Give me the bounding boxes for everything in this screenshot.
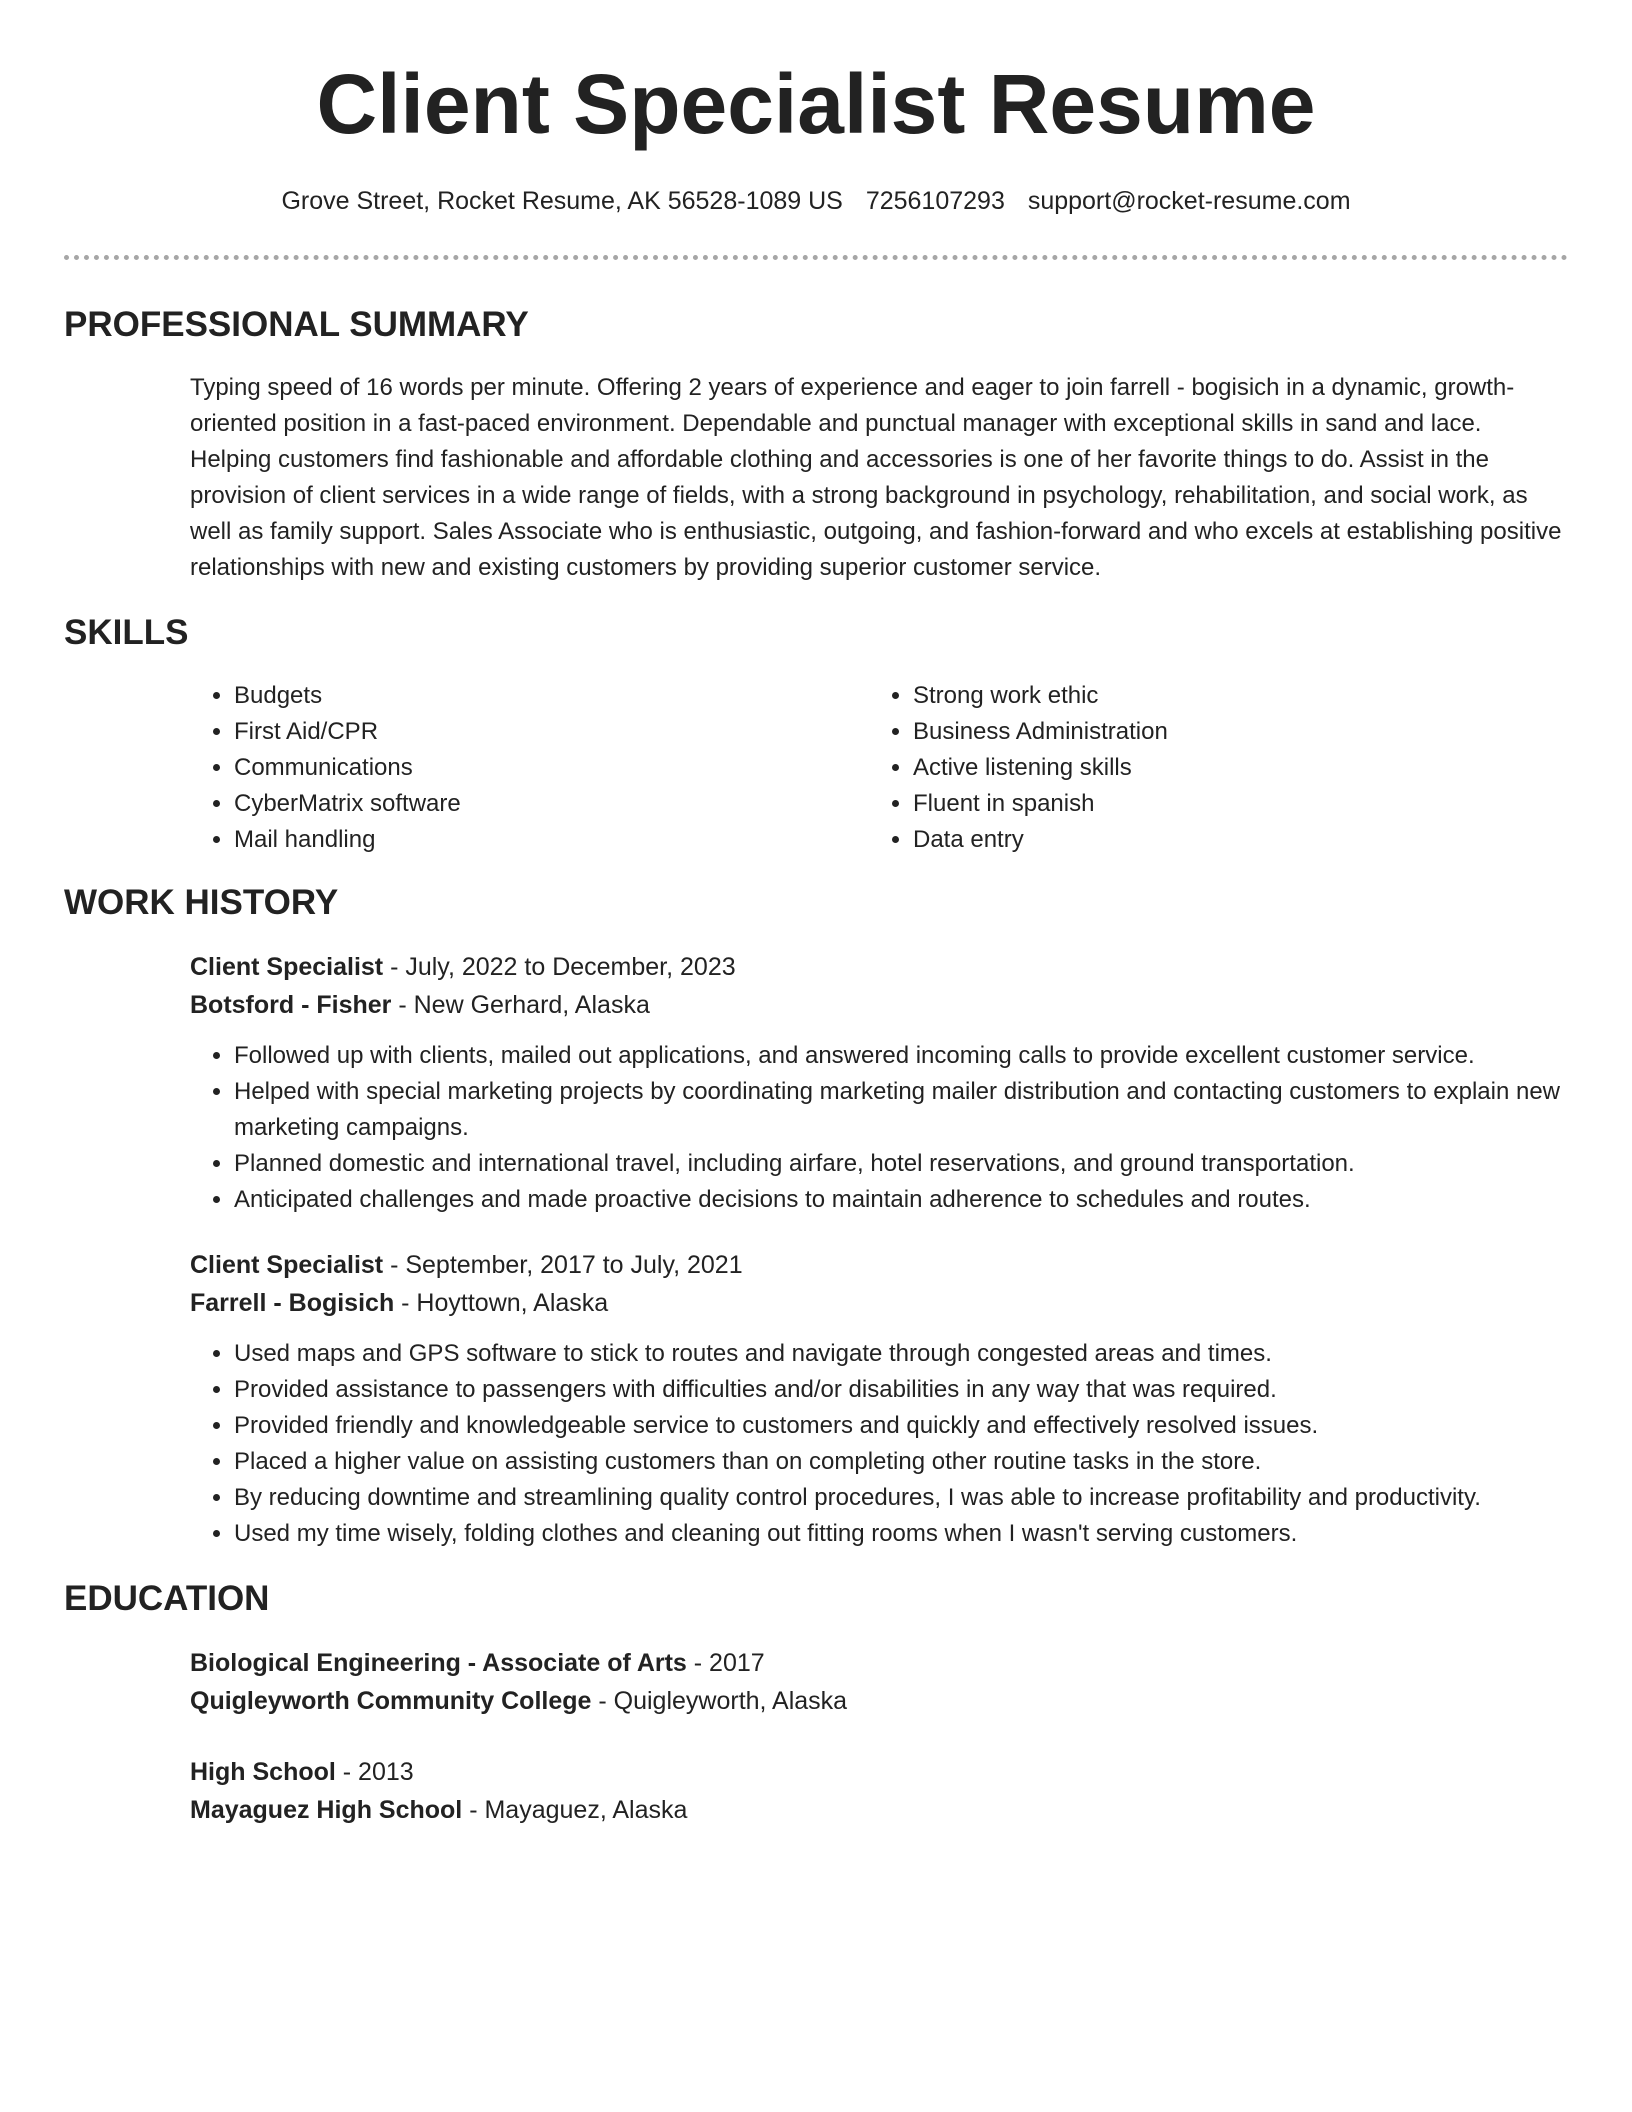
job-bullet: • Followed up with clients, mailed out applications, and answered incoming calls to provide excellent customer service. bbox=[234, 1038, 1568, 1074]
skill-item: • Active listening skills bbox=[913, 750, 1543, 786]
job-company-line bbox=[190, 1284, 1568, 1322]
job-company-line bbox=[190, 986, 1568, 1024]
header-divider bbox=[64, 255, 1568, 260]
job-company: Botsford - Fisher bbox=[190, 991, 392, 1019]
skill-item: • Data entry bbox=[913, 822, 1543, 858]
section-heading-education: EDUCATION bbox=[64, 1579, 270, 1618]
education-location: - Quigleyworth, Alaska bbox=[591, 1687, 848, 1715]
job-bullets bbox=[190, 1336, 1568, 1552]
contact-address: Grove Street, Rocket Resume, AK 56528-1089 US bbox=[281, 187, 843, 215]
contact-phone: 7256107293 bbox=[865, 187, 1005, 215]
skills-column-left bbox=[190, 678, 869, 858]
job-bullet: • Placed a higher value on assisting customers than on completing other routine tasks in the store. bbox=[234, 1444, 1568, 1480]
job-bullets bbox=[190, 1038, 1568, 1218]
section-heading-skills: SKILLS bbox=[64, 613, 189, 652]
job-location: - Hoyttown, Alaska bbox=[394, 1289, 609, 1317]
education-entry bbox=[190, 1644, 1568, 1720]
job-title: Client Specialist bbox=[190, 1251, 384, 1279]
education-degree-line bbox=[190, 1644, 1568, 1682]
skills-list bbox=[190, 678, 1568, 858]
job-dates: - July, 2022 to December, 2023 bbox=[383, 953, 736, 981]
job-bullet: • Provided assistance to passengers with difficulties and/or disabilities in any way that was required. bbox=[234, 1372, 1568, 1408]
skill-item: • Strong work ethic bbox=[913, 678, 1543, 714]
education-school-line bbox=[190, 1791, 1568, 1829]
summary-paragraph: Typing speed of 16 words per minute. Offering 2 years of experience and eager to join farrell - bogisich in a dynamic, growth-oriented position in a fast-paced environment. Dependable and punctual manager with exceptional skills in sand and lace. Helping customers find fashionable and affordable clothing and accessories is one of her favorite things to do. Assist in the provision of client services in a wide range of fields, with a strong background in psychology, rehabilitation, and social work, as well as family support. Sales Associate who is enthusiastic, outgoing, and fashion-forward and who excels at establishing positive relationships with new and existing customers by providing superior customer service. bbox=[190, 374, 1562, 581]
skill-item: • Communications bbox=[234, 750, 869, 786]
job-entry bbox=[190, 1246, 1568, 1552]
job-dates: - September, 2017 to July, 2021 bbox=[383, 1251, 743, 1279]
education-entry bbox=[190, 1753, 1568, 1829]
section-heading-work-history: WORK HISTORY bbox=[64, 883, 339, 922]
skill-item: • CyberMatrix software bbox=[234, 786, 869, 822]
job-bullet: • Planned domestic and international travel, including airfare, hotel reservations, and ground transportation. bbox=[234, 1146, 1568, 1182]
job-bullet: • Helped with special marketing projects by coordinating marketing mailer distribution and contacting customers to explain new marketing campaigns. bbox=[234, 1074, 1568, 1146]
education-degree: High School bbox=[190, 1758, 336, 1786]
contact-email: support@rocket-resume.com bbox=[1027, 187, 1351, 215]
education-year: - 2017 bbox=[686, 1649, 765, 1677]
job-bullet: • Used my time wisely, folding clothes and cleaning out fitting rooms when I wasn't serving customers. bbox=[234, 1516, 1568, 1552]
education-year: - 2013 bbox=[335, 1758, 414, 1786]
job-bullet: • Used maps and GPS software to stick to routes and navigate through congested areas and times. bbox=[234, 1336, 1568, 1372]
education-location: - Mayaguez, Alaska bbox=[462, 1796, 688, 1824]
education-school: Mayaguez High School bbox=[190, 1796, 463, 1824]
section-heading-summary: PROFESSIONAL SUMMARY bbox=[64, 305, 529, 344]
skill-item: • Budgets bbox=[234, 678, 869, 714]
job-bullet: • Provided friendly and knowledgeable service to customers and quickly and effectively resolved issues. bbox=[234, 1408, 1568, 1444]
job-title: Client Specialist bbox=[190, 953, 384, 981]
page-title: Client Specialist Resume bbox=[316, 57, 1316, 151]
job-title-line bbox=[190, 948, 1568, 986]
job-bullet: • By reducing downtime and streamlining quality control procedures, I was able to increase profitability and productivity. bbox=[234, 1480, 1568, 1516]
education-school-line bbox=[190, 1682, 1568, 1720]
job-title-line bbox=[190, 1246, 1568, 1284]
job-bullet: • Anticipated challenges and made proactive decisions to maintain adherence to schedules and routes. bbox=[234, 1182, 1568, 1218]
education-degree-line bbox=[190, 1753, 1568, 1791]
contact-line bbox=[64, 184, 1568, 218]
education-degree: Biological Engineering - Associate of Arts bbox=[190, 1649, 687, 1677]
job-company: Farrell - Bogisich bbox=[190, 1289, 395, 1317]
job-location: - New Gerhard, Alaska bbox=[391, 991, 650, 1019]
job-entry bbox=[190, 948, 1568, 1218]
skill-item: • Mail handling bbox=[234, 822, 869, 858]
skills-column-right bbox=[869, 678, 1543, 858]
skill-item: • First Aid/CPR bbox=[234, 714, 869, 750]
skill-item: • Business Administration bbox=[913, 714, 1543, 750]
education-school: Quigleyworth Community College bbox=[190, 1687, 592, 1715]
skill-item: • Fluent in spanish bbox=[913, 786, 1543, 822]
